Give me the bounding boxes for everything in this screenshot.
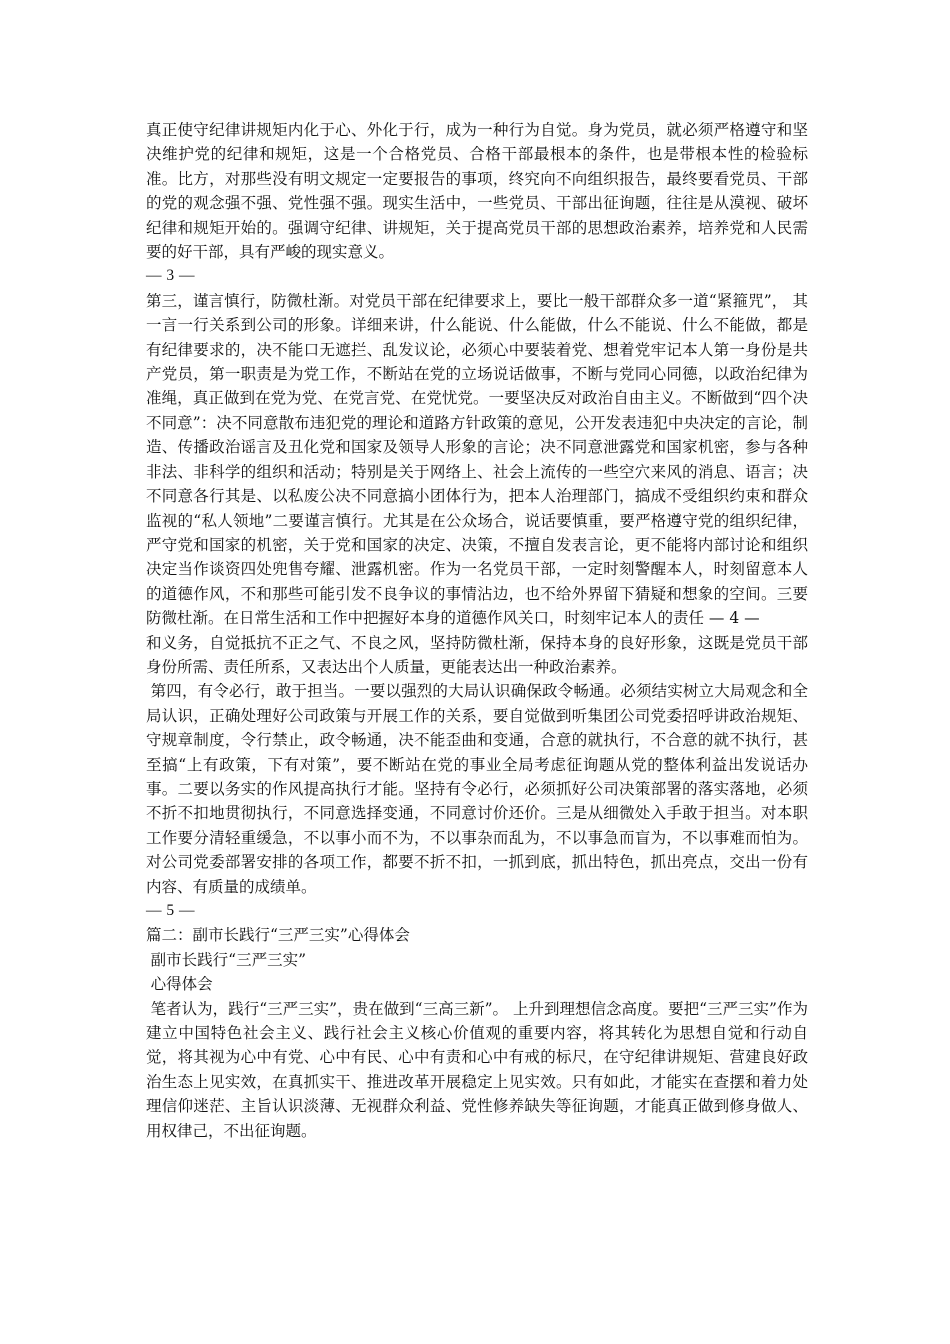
heading-line-1: 副市长践行“三严三实” xyxy=(150,950,306,969)
section-title: 篇二：副市长践行“三严三实”心得体会 xyxy=(146,926,410,945)
paragraph-3: 和义务，自觉抵抗不正之气、不良之风，坚持防微杜渐，保持本身的良好形象，这既是党员干部身份所需、责任所系，又表达出个人质量，更能表达出一种政治素养。 xyxy=(146,633,808,676)
page-number-5: — 5 — xyxy=(146,902,195,919)
paragraph-4: 第四，有令必行，敢于担当。一要以强烈的大局认识确保政令畅通。必须结实树立大局观念和全局认识，正确处理好公司政策与开展工作的关系，要自觉做到听集团公司党委招呼讲政治规矩、守规章制度，令行禁止，政令畅通，决不能歪曲和变通，合意的就执行，不合意的就不执行，甚至搞“上有政策，下有对策”，要不断站在党的事业全局考虑征询题从党的整体利益出发说话办事。二要以务实的作风提高执行才能。坚持有令必行，必须抓好公司决策部署的落实落地，必须不折不扣地贯彻执行，不同意选择变通，不同意讨价还价。三是从细微处入手敢于担当。对本职工作要分清轻重缓急，不以事小而不为，不以事杂而乱为，不以事急而盲为，不以事难而怕为。对公司党委部署安排的各项工作，都要不折不扣，一抓到底，抓出特色，抓出亮点，交出一份有内容、有质量的成绩单。 xyxy=(146,682,808,896)
paragraph-2: 第三，谨言慎行，防微杜渐。对党员干部在纪律要求上，要比一般干部群众多一道“紧箍咒”， 其一言一行关系到公司的形象。详细来讲，什么能说、什么能做，什么不能说、什么不能做，都是有纪律要求的，决不能口无遮拦、乱发议论，必须心中要装着党、想着党牢记本人第一身份是共产党员，第一职责是为党工作，不断站在党的立场说话做事，不断与党同心同德，以政治纪律为准绳，真正做到在党为党、在党言党、在党忧党。一要坚决反对政治自由主义。不断做到“四个决不同意”：决不同意散布违犯党的理论和道路方针政策的意见，公开发表违犯中央决定的言论，制造、传播政治谣言及丑化党和国家及领导人形象的言论；决不同意泄露党和国家机密，参与各种非法、非科学的组织和活动；特别是关于网络上、社会上流传的一些空穴来风的消息、语言；决不同意各行其是、以私废公决不同意搞小团体行为，把本人治理部门，搞成不受组织约束和群众监视的“私人领地”二要谨言慎行。尤其是在公众场合，说话要慎重，要严格遵守党的组织纪律，严守党和国家的机密，关于党和国家的决定、决策，不擅自发表言论，更不能将内部讨论和组织决定当作谈资四处兜售夸耀、泄露机密。作为一名党员干部，一定时刻警醒本人，时刻留意本人的道德作风，不和那些可能引发不良争议的事情沾边，也不给外界留下猜疑和想象的空间。三要防微杜渐。在日常生活和工作中把握好本身的道德作风关口，时刻牢记本人的责任 — 4 — xyxy=(146,291,808,628)
document-page xyxy=(146,118,808,1143)
heading-line-2: 心得体会 xyxy=(150,975,213,994)
paragraph-1: 真正使守纪律讲规矩内化于心、外化于行，成为一种行为自觉。身为党员，就必须严格遵守和坚决维护党的纪律和规矩，这是一个合格党员、合格干部最根本的条件，也是带根本性的检验标准。比方，对那些没有明文规定一定要报告的事项，终究向不向组织报告，最终要看党员、干部的党的观念强不强、党性强不强。现实生活中，一些党员、干部出征询题，往往是从漠视、破坏纪律和规矩开始的。强调守纪律、讲规矩，关于提高党员干部的思想政治素养，培养党和人民需要的好干部，具有严峻的现实意义。 xyxy=(146,121,808,262)
paragraph-5: 笔者认为，践行“三严三实”，贵在做到“三高三新”。 上升到理想信念高度。要把“三严三实”作为建立中国特色社会主义、践行社会主义核心价值观的重要内容，将其转化为思想自觉和行动自觉，将其视为心中有党、心中有民、心中有责和心中有戒的标尺，在守纪律讲规矩、营建良好政治生态上见实效，在真抓实干、推进改革开展稳定上见实效。只有如此，才能实在查摆和着力处理信仰迷茫、主旨认识淡薄、无视群众利益、党性修养缺失等征询题，才能真正做到修身做人、用权律己，不出征询题。 xyxy=(146,999,808,1140)
page-number-3: — 3 — xyxy=(146,267,195,285)
